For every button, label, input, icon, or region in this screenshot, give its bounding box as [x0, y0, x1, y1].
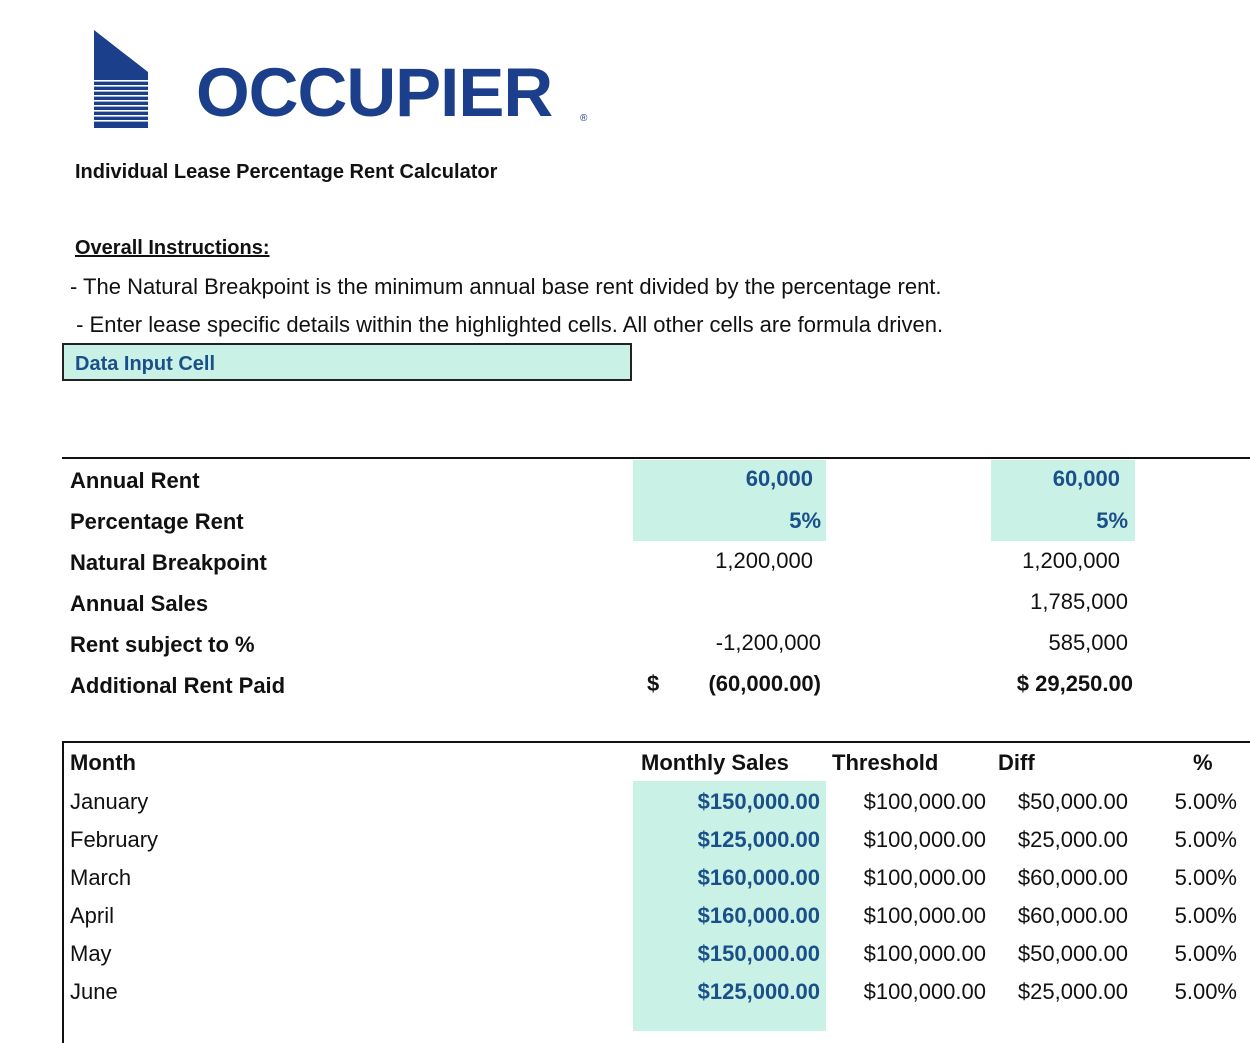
natural-breakpoint-2: 1,200,000 — [1022, 548, 1120, 573]
percentage-rent-input-2[interactable]: 5% — [1096, 508, 1128, 533]
diff-march: $60,000.00 — [1017, 865, 1128, 890]
pct-march: 5.00% — [1174, 865, 1237, 890]
sales-input-april[interactable]: $160,000.00 — [697, 903, 820, 928]
month-march: March — [70, 865, 132, 890]
sales-input-february[interactable]: $125,000.00 — [697, 827, 820, 852]
rent-subject-1: -1,200,000 — [715, 630, 821, 655]
sales-input-may[interactable]: $150,000.00 — [697, 941, 820, 966]
threshold-may: $100,000.00 — [863, 941, 986, 966]
additional-rent-2: $ 29,250.00 — [1016, 671, 1133, 696]
sales-input-january[interactable]: $150,000.00 — [697, 789, 820, 814]
page-title: Individual Lease Percentage Rent Calculator — [75, 161, 498, 183]
registered-mark: ® — [580, 113, 588, 124]
month-january: January — [70, 789, 149, 814]
label-annual-rent: Annual Rent — [70, 468, 200, 493]
diff-may: $50,000.00 — [1017, 941, 1128, 966]
threshold-march: $100,000.00 — [863, 865, 986, 890]
threshold-february: $100,000.00 — [863, 827, 986, 852]
sales-input-june[interactable]: $125,000.00 — [697, 979, 820, 1004]
pct-may: 5.00% — [1174, 941, 1237, 966]
instruction-line-1: - The Natural Breakpoint is the minimum annual base rent divided by the percentage rent. — [70, 274, 942, 299]
month-april: April — [70, 903, 115, 928]
month-february: February — [70, 827, 159, 852]
label-rent-subject: Rent subject to % — [70, 632, 255, 657]
pct-february: 5.00% — [1174, 827, 1237, 852]
threshold-june: $100,000.00 — [863, 979, 986, 1004]
additional-rent-1: (60,000.00) — [708, 671, 821, 696]
header-threshold: Threshold — [832, 750, 939, 775]
additional-rent-currency-1: $ — [647, 671, 660, 696]
threshold-january: $100,000.00 — [863, 789, 986, 814]
percentage-rent-input-1[interactable]: 5% — [789, 508, 821, 533]
label-annual-sales: Annual Sales — [70, 591, 209, 616]
pct-june: 5.00% — [1174, 979, 1237, 1004]
threshold-april: $100,000.00 — [863, 903, 986, 928]
annual-sales-2: 1,785,000 — [1030, 589, 1128, 614]
header-month: Month — [70, 750, 136, 775]
pct-april: 5.00% — [1174, 903, 1237, 928]
label-percentage-rent: Percentage Rent — [70, 509, 244, 534]
annual-rent-input-2[interactable]: 60,000 — [1052, 466, 1120, 491]
label-natural-breakpoint: Natural Breakpoint — [70, 550, 267, 575]
data-input-legend-label: Data Input Cell — [75, 353, 216, 375]
sales-input-march[interactable]: $160,000.00 — [697, 865, 820, 890]
diff-january: $50,000.00 — [1017, 789, 1128, 814]
natural-breakpoint-1: 1,200,000 — [715, 548, 813, 573]
diff-april: $60,000.00 — [1017, 903, 1128, 928]
brand-name: OCCUPIER — [196, 54, 553, 131]
data-input-legend — [62, 343, 632, 381]
instruction-line-2: - Enter lease specific details within the highlighted cells. All other cells are formula driven. — [70, 312, 944, 337]
rent-subject-2: 585,000 — [1048, 630, 1128, 655]
instructions-heading: Overall Instructions: — [75, 237, 270, 259]
label-additional-rent: Additional Rent Paid — [70, 673, 286, 698]
occupier-logo-icon — [94, 30, 148, 128]
header-diff: Diff — [998, 750, 1035, 775]
header-monthly-sales: Monthly Sales — [641, 750, 789, 775]
diff-june: $25,000.00 — [1017, 979, 1128, 1004]
pct-january: 5.00% — [1174, 789, 1237, 814]
month-june: June — [70, 979, 118, 1004]
diff-february: $25,000.00 — [1017, 827, 1128, 852]
annual-rent-input-1[interactable]: 60,000 — [745, 466, 813, 491]
summary-top-rule — [62, 457, 1250, 459]
month-may: May — [70, 941, 112, 966]
header-percent: % — [1193, 750, 1213, 775]
